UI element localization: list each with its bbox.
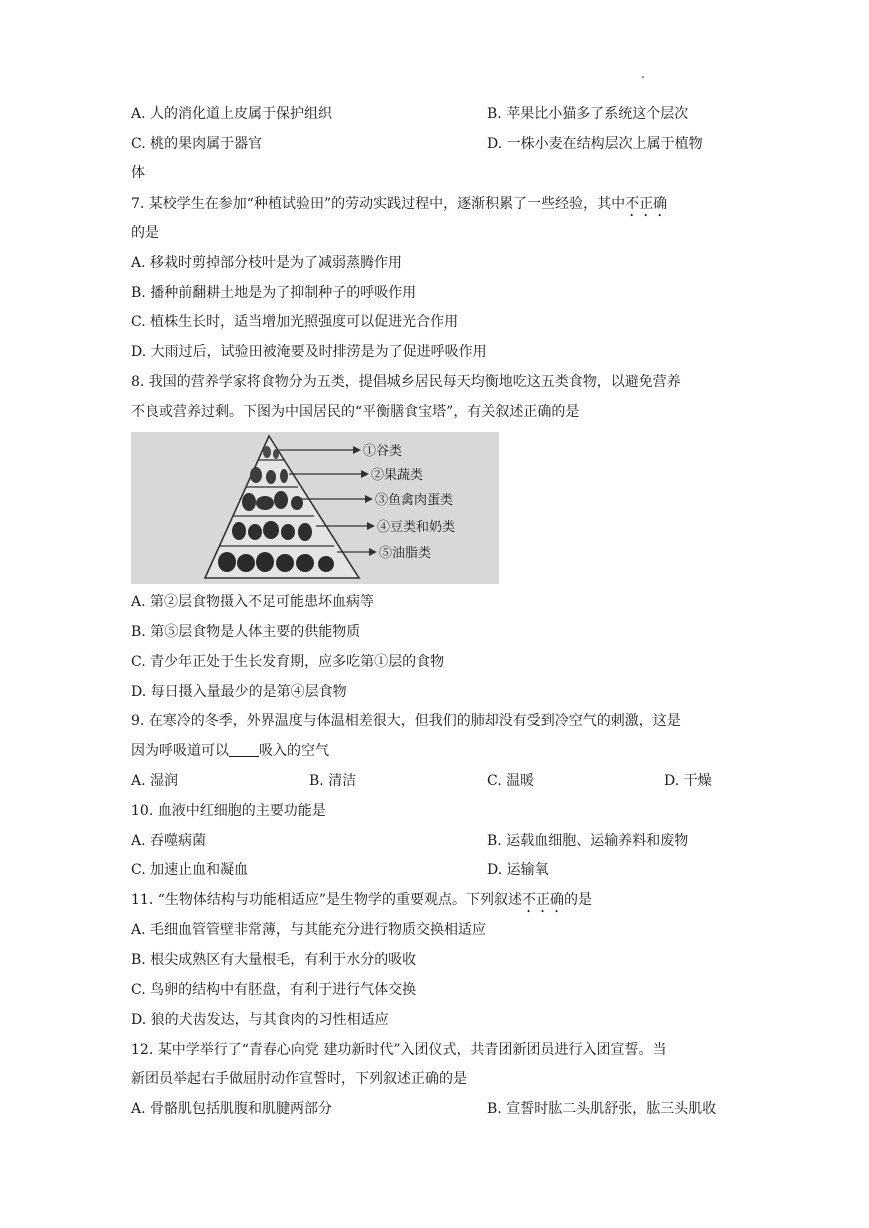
q7-stem-line2: 的是 [131, 225, 159, 241]
q9-stem-pre: 因为呼吸道可以 [131, 743, 229, 759]
q8-option-d: D. 每日摄入量最少的是第④层食物 [131, 684, 347, 700]
q9-blank [229, 742, 259, 757]
pyramid-label-layer1: ⑤油脂类 [379, 546, 432, 561]
pyramid-label-layer5: ①谷类 [363, 444, 403, 459]
q7-stem-text: 7. 某校学生在参加“种植试验田”的劳动实践过程中，逐渐积累了一些经验，其中 [131, 196, 626, 212]
q6-option-d: D. 一株小麦在结构层次上属于植物 [487, 136, 703, 152]
q8-stem: 8. 我国的营养学家将食物分为五类，提倡城乡居民每天均衡地吃这五类食物，以避免营养 [131, 374, 681, 390]
q6-option-d-continued: 体 [131, 165, 145, 181]
q11-stem-post: 的是 [564, 892, 593, 908]
q9-stem-post: 吸入的空气 [259, 743, 329, 759]
q12-stem: 12. 某中学举行了“青春心向党 建功新时代”入团仪式，共青团新团员进行入团宣誓。当 [131, 1042, 667, 1058]
q6-option-a: A. 人的消化道上皮属于保护组织 [131, 106, 333, 122]
q10-option-a: A. 吞噬病菌 [131, 833, 207, 849]
q10-option-d: D. 运输氧 [487, 862, 549, 878]
pyramid-label-layer2: ④豆类和奶类 [377, 520, 456, 535]
q6-option-b: B. 苹果比小猫多了系统这个层次 [487, 106, 689, 122]
q8-option-b: B. 第⑤层食物是人体主要的供能物质 [131, 624, 361, 640]
q11-option-a: A. 毛细血管管壁非常薄，与其能充分进行物质交换相适应 [131, 922, 487, 938]
q7-option-c: C. 植株生长时，适当增加光照强度可以促进光合作用 [131, 314, 459, 330]
q7-emphasis: 不正确 [625, 196, 668, 212]
q11-option-b: B. 根尖成熟区有大量根毛，有利于水分的吸收 [131, 952, 417, 968]
q9-stem-line2 [131, 741, 329, 761]
q10-option-c: C. 加速止血和凝血 [131, 862, 249, 878]
q11-emphasis: 不正确 [522, 892, 565, 908]
pyramid-label-layer3: ③鱼禽肉蛋类 [375, 493, 454, 508]
q9-option-d: D. 干燥 [664, 773, 712, 789]
stray-dot [642, 76, 644, 78]
q9-option-c: C. 温暖 [487, 773, 535, 789]
q8-stem-line2: 不良或营养过剩。下图为中国居民的“平衡膳食宝塔”，有关叙述正确的是 [131, 404, 580, 420]
q11-option-d: D. 狼的犬齿发达，与其食肉的习性相适应 [131, 1012, 389, 1028]
q12-option-a: A. 骨骼肌包括肌腹和肌腱两部分 [131, 1101, 333, 1117]
q11-stem [131, 890, 592, 916]
q9-option-a: A. 湿润 [131, 773, 179, 789]
q7-option-d: D. 大雨过后，试验田被淹要及时排涝是为了促进呼吸作用 [131, 344, 487, 360]
q7-option-a: A. 移栽时剪掉部分枝叶是为了减弱蒸腾作用 [131, 255, 403, 271]
q8-option-a: A. 第②层食物摄入不足可能患坏血病等 [131, 594, 375, 610]
pyramid-label-layer4: ②果蔬类 [371, 468, 424, 483]
food-pyramid-figure [131, 432, 499, 584]
q11-stem-pre: 11. “生物体结构与功能相适应”是生物学的重要观点。下列叙述 [131, 892, 523, 908]
q8-option-c: C. 青少年正处于生长发育期，应多吃第①层的食物 [131, 654, 445, 670]
q9-option-b: B. 清洁 [309, 773, 357, 789]
q10-option-b: B. 运载血细胞、运输养料和废物 [487, 833, 689, 849]
q7-stem [131, 194, 667, 220]
q9-stem: 9. 在寒冷的冬季，外界温度与体温相差很大，但我们的肺却没有受到冷空气的刺激，这是 [131, 713, 681, 729]
q11-option-c: C. 鸟卵的结构中有胚盘，有利于进行气体交换 [131, 982, 417, 998]
q12-stem-line2: 新团员举起右手做屈肘动作宣誓时，下列叙述正确的是 [131, 1071, 467, 1087]
q12-option-b: B. 宣誓时肱二头肌舒张，肱三头肌收 [487, 1101, 717, 1117]
q10-stem: 10. 血液中红细胞的主要功能是 [131, 803, 326, 819]
q6-option-c: C. 桃的果肉属于器官 [131, 136, 263, 152]
q7-option-b: B. 播种前翻耕土地是为了抑制种子的呼吸作用 [131, 285, 417, 301]
